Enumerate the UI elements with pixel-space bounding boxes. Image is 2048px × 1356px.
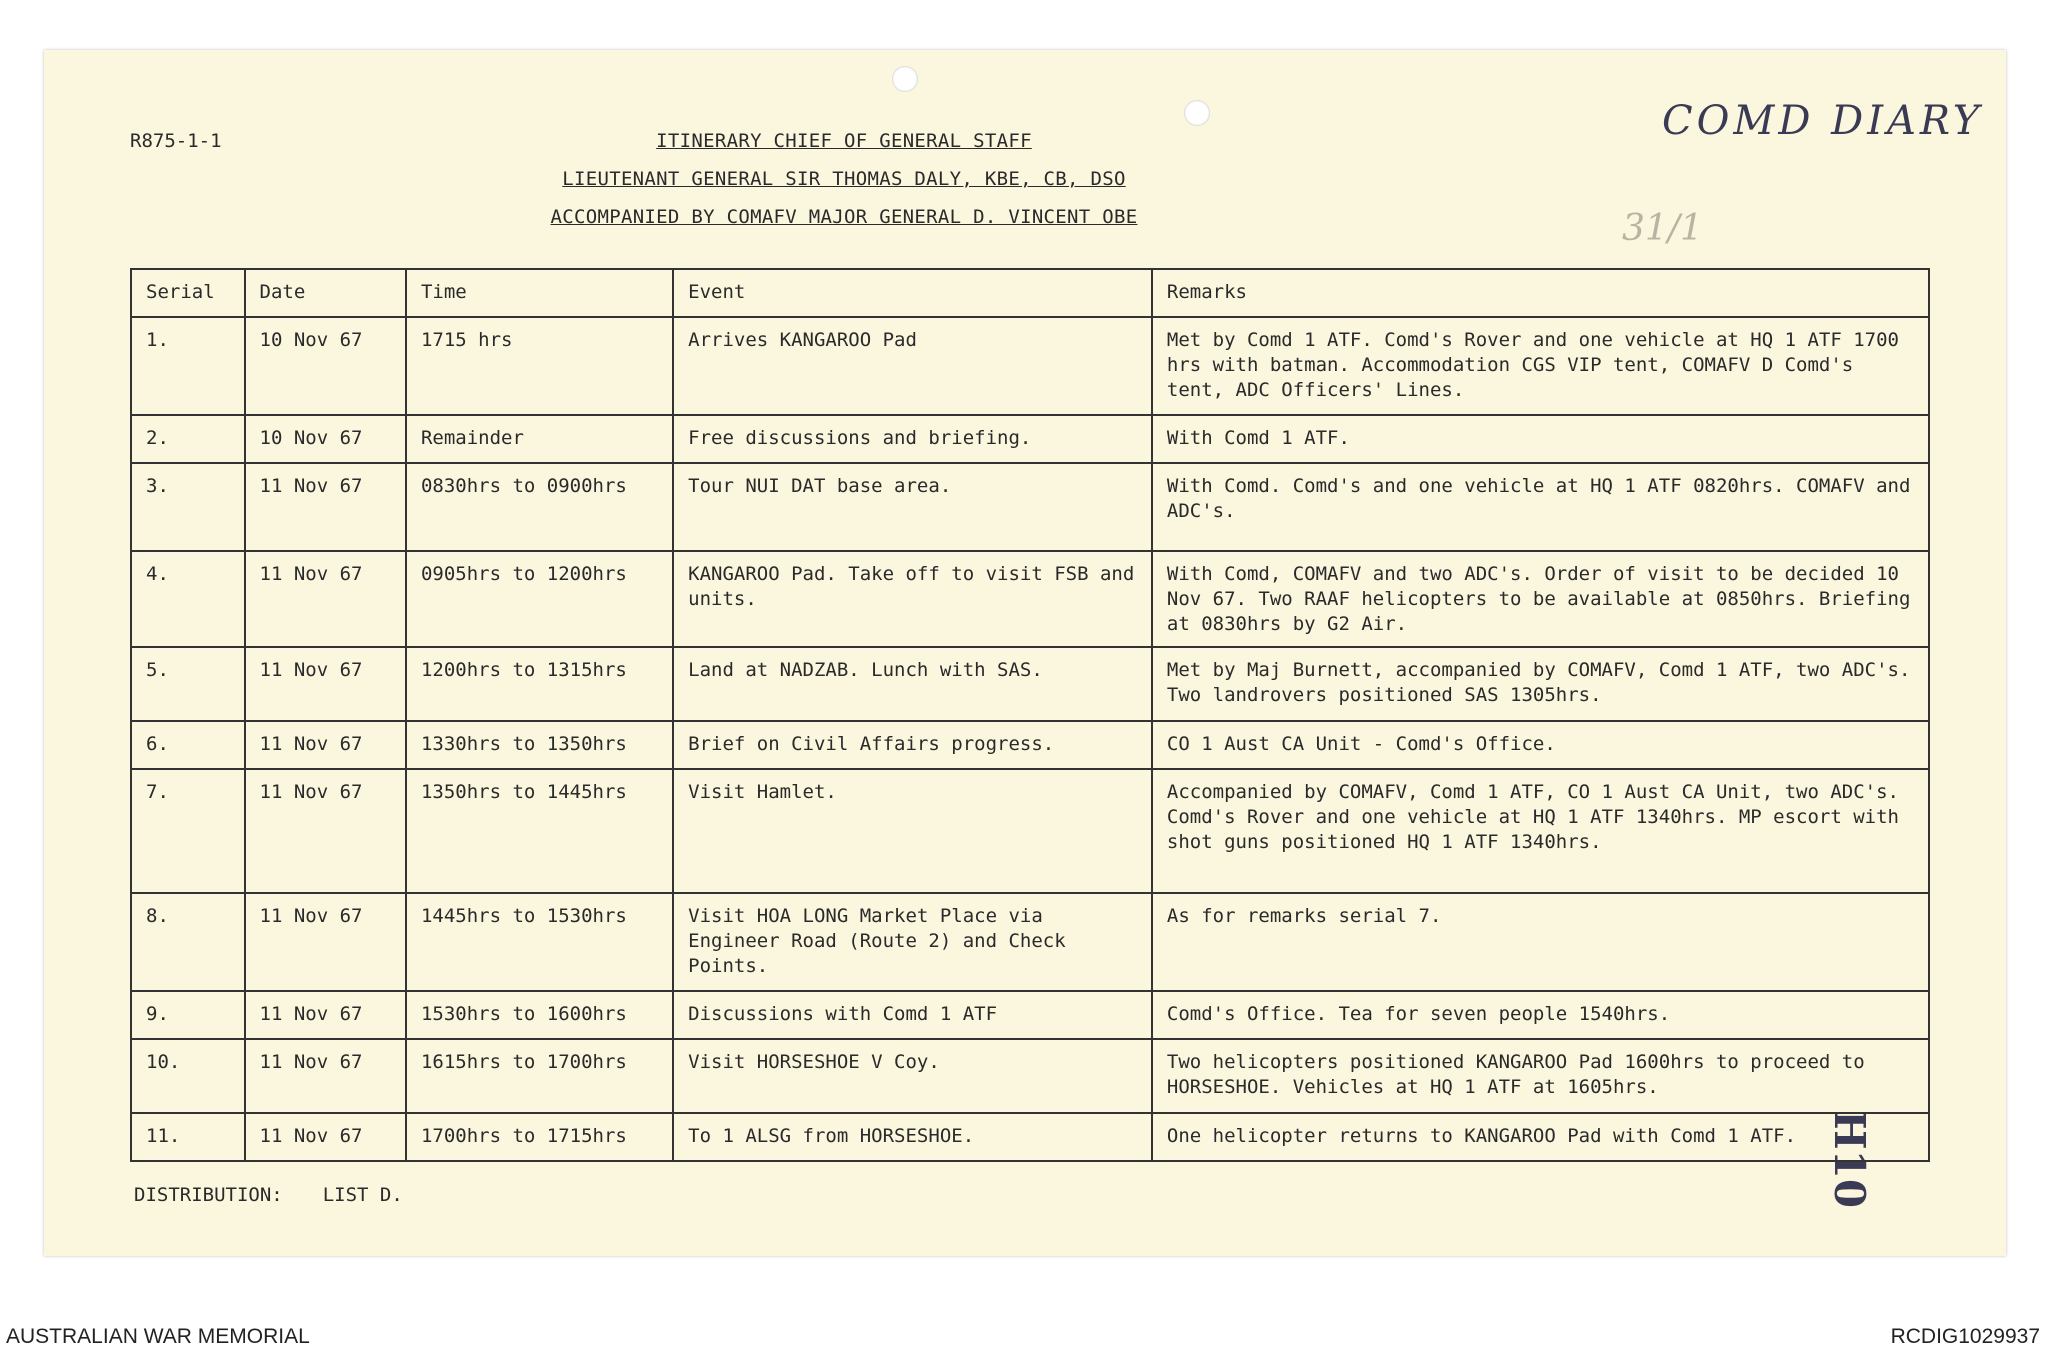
- time-cell: 1700hrs to 1715hrs: [406, 1113, 673, 1161]
- distribution-label: DISTRIBUTION:: [134, 1184, 283, 1206]
- table-row: [131, 463, 1929, 551]
- event-cell: Free discussions and briefing.: [673, 415, 1152, 463]
- header-event: Event: [673, 269, 1152, 317]
- table-row: [131, 1039, 1929, 1113]
- handwritten-page-number: H10: [1825, 1110, 1874, 1209]
- time-cell: 0830hrs to 0900hrs: [406, 463, 673, 551]
- date-cell: 11 Nov 67: [245, 1039, 406, 1113]
- date-cell: 11 Nov 67: [245, 721, 406, 769]
- handwritten-file-number: 31/1: [1622, 208, 1703, 249]
- table-row: [131, 647, 1929, 721]
- punch-hole: [1184, 100, 1210, 126]
- table-row: [131, 893, 1929, 991]
- date-cell: 11 Nov 67: [245, 991, 406, 1039]
- serial-cell: 1.: [131, 317, 245, 415]
- distribution-line: [134, 1184, 403, 1206]
- event-cell: Visit Hamlet.: [673, 769, 1152, 893]
- event-cell: Discussions with Comd 1 ATF: [673, 991, 1152, 1039]
- event-cell: Visit HOA LONG Market Place via Engineer Road (Route 2) and Check Points.: [673, 893, 1152, 991]
- remarks-cell: With Comd 1 ATF.: [1152, 415, 1929, 463]
- event-cell: Arrives KANGAROO Pad: [673, 317, 1152, 415]
- time-cell: 1330hrs to 1350hrs: [406, 721, 673, 769]
- serial-cell: 2.: [131, 415, 245, 463]
- remarks-cell: With Comd. Comd's and one vehicle at HQ 1 ATF 0820hrs. COMAFV and ADC's.: [1152, 463, 1929, 551]
- serial-cell: 5.: [131, 647, 245, 721]
- serial-cell: 3.: [131, 463, 245, 551]
- date-cell: 11 Nov 67: [245, 893, 406, 991]
- header-remarks: Remarks: [1152, 269, 1929, 317]
- archive-credit: AUSTRALIAN WAR MEMORIAL: [6, 1325, 310, 1348]
- date-cell: 10 Nov 67: [245, 317, 406, 415]
- remarks-cell: Met by Maj Burnett, accompanied by COMAFV, Comd 1 ATF, two ADC's. Two landrovers positioned SAS 1305hrs.: [1152, 647, 1929, 721]
- date-cell: 11 Nov 67: [245, 1113, 406, 1161]
- distribution-value: LIST D.: [322, 1184, 403, 1206]
- table-row: [131, 721, 1929, 769]
- date-cell: 11 Nov 67: [245, 769, 406, 893]
- serial-cell: 10.: [131, 1039, 245, 1113]
- header-time: Time: [406, 269, 673, 317]
- time-cell: 1615hrs to 1700hrs: [406, 1039, 673, 1113]
- time-cell: 1200hrs to 1315hrs: [406, 647, 673, 721]
- date-cell: 11 Nov 67: [245, 463, 406, 551]
- table-row: [131, 317, 1929, 415]
- date-cell: 11 Nov 67: [245, 647, 406, 721]
- remarks-cell: Comd's Office. Tea for seven people 1540hrs.: [1152, 991, 1929, 1039]
- time-cell: Remainder: [406, 415, 673, 463]
- serial-cell: 11.: [131, 1113, 245, 1161]
- remarks-cell: Accompanied by COMAFV, Comd 1 ATF, CO 1 Aust CA Unit, two ADC's. Comd's Rover and one vehicle at HQ 1 ATF 1340hrs. MP escort with shot guns positioned HQ 1 ATF 1340hrs.: [1152, 769, 1929, 893]
- event-cell: To 1 ALSG from HORSESHOE.: [673, 1113, 1152, 1161]
- itinerary-table: [130, 268, 1930, 1162]
- serial-cell: 6.: [131, 721, 245, 769]
- time-cell: 1530hrs to 1600hrs: [406, 991, 673, 1039]
- event-cell: Visit HORSESHOE V Coy.: [673, 1039, 1152, 1113]
- event-cell: Tour NUI DAT base area.: [673, 463, 1152, 551]
- table-row: [131, 991, 1929, 1039]
- time-cell: 1445hrs to 1530hrs: [406, 893, 673, 991]
- serial-cell: 9.: [131, 991, 245, 1039]
- punch-hole: [892, 66, 918, 92]
- table-row: [131, 551, 1929, 647]
- date-cell: 10 Nov 67: [245, 415, 406, 463]
- header-date: Date: [245, 269, 406, 317]
- archive-id: RCDIG1029937: [1890, 1325, 2040, 1348]
- remarks-cell: Met by Comd 1 ATF. Comd's Rover and one vehicle at HQ 1 ATF 1700 hrs with batman. Accommodation CGS VIP tent, COMAFV D Comd's tent, ADC Officers' Lines.: [1152, 317, 1929, 415]
- serial-cell: 4.: [131, 551, 245, 647]
- event-cell: Brief on Civil Affairs progress.: [673, 721, 1152, 769]
- document-reference: R875-1-1: [130, 130, 222, 152]
- heading-line-3: ACCOMPANIED BY COMAFV MAJOR GENERAL D. VINCENT OBE: [550, 206, 1138, 228]
- table-row: [131, 769, 1929, 893]
- date-cell: 11 Nov 67: [245, 551, 406, 647]
- document-page: [44, 50, 2006, 1256]
- remarks-cell: One helicopter returns to KANGAROO Pad with Comd 1 ATF.: [1152, 1113, 1929, 1161]
- time-cell: 1715 hrs: [406, 317, 673, 415]
- table-row: [131, 1113, 1929, 1161]
- table-row: [131, 415, 1929, 463]
- event-cell: Land at NADZAB. Lunch with SAS.: [673, 647, 1152, 721]
- serial-cell: 8.: [131, 893, 245, 991]
- time-cell: 0905hrs to 1200hrs: [406, 551, 673, 647]
- remarks-cell: With Comd, COMAFV and two ADC's. Order of visit to be decided 10 Nov 67. Two RAAF helicopters to be available at 0850hrs. Briefing at 0830hrs by G2 Air.: [1152, 551, 1929, 647]
- heading-line-2: LIEUTENANT GENERAL SIR THOMAS DALY, KBE, CB, DSO: [562, 168, 1126, 190]
- table-header-row: [131, 269, 1929, 317]
- event-cell: KANGAROO Pad. Take off to visit FSB and units.: [673, 551, 1152, 647]
- heading-line-1: ITINERARY CHIEF OF GENERAL STAFF: [656, 130, 1032, 152]
- remarks-cell: CO 1 Aust CA Unit - Comd's Office.: [1152, 721, 1929, 769]
- remarks-cell: As for remarks serial 7.: [1152, 893, 1929, 991]
- time-cell: 1350hrs to 1445hrs: [406, 769, 673, 893]
- handwritten-diary-label: COMD DIARY: [1662, 98, 1984, 144]
- serial-cell: 7.: [131, 769, 245, 893]
- header-serial: Serial: [131, 269, 245, 317]
- remarks-cell: Two helicopters positioned KANGAROO Pad 1600hrs to proceed to HORSESHOE. Vehicles at HQ 1 ATF at 1605hrs.: [1152, 1039, 1929, 1113]
